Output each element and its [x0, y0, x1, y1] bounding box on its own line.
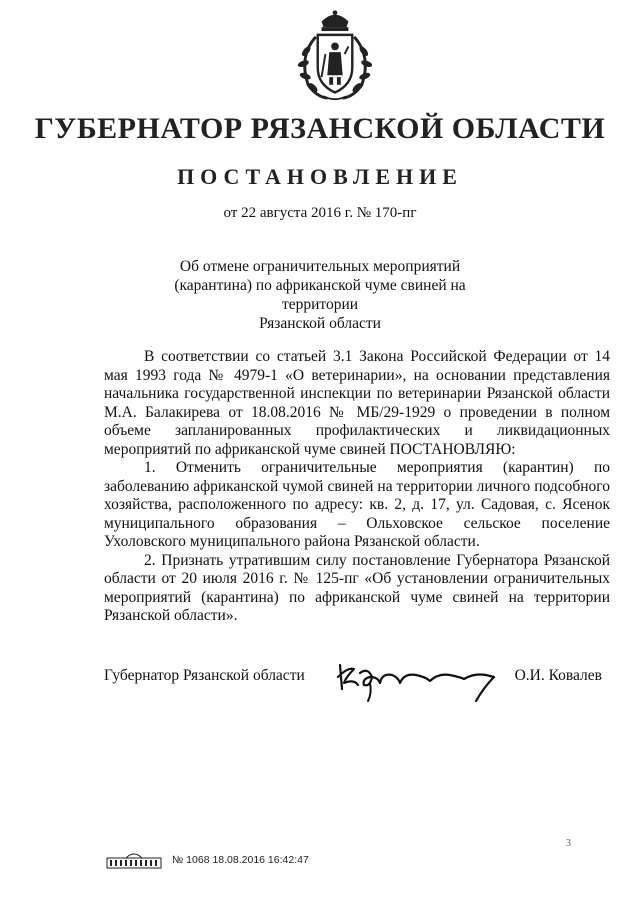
handwritten-signature — [334, 655, 504, 703]
registry-footer — [106, 850, 406, 870]
document-subject — [150, 257, 490, 333]
signature-block — [104, 655, 610, 705]
scan-mark: 3 — [566, 838, 571, 849]
document-date-number: от 22 августа 2016 г. № 170-пг — [223, 205, 417, 221]
signatory-title: Губернатор Рязанской области — [104, 667, 305, 684]
resolution-item-1: 1. Отменить ограничительные мероприятия (карантин) по заболеванию африканской чумой свиней на территории личного подсобного хозяйства, расположенного по адресу: кв. 2, д. 17, ул. Садовая, с. Ясенок муниципального образования – Ольховское сельское поселение Ухоловского муниципального района Рязанской области. — [104, 459, 610, 550]
subject-line: Рязанской области — [259, 315, 381, 332]
resolution-item-2: 2. Признать утратившим силу постановление Губернатора Рязанской области от 20 июля 2016 г. № 125-пг «Об установлении ограничительных мероприятий (карантина) по африканской чуме свиней на территории Рязанской области». — [104, 551, 610, 624]
coat-of-arms-icon — [287, 8, 383, 104]
preamble-paragraph: В соответствии со статьей 3.1 Закона Российской Федерации от 14 мая 1993 года № 4979-1 «О ветеринарии», на основании представления начальника государственной инспекции по ветеринарии Рязанской области М.А. Балакирева от 18.08.2016 № МБ/29-1929 о проведении в полном объеме запланированных профилактических и ликвидационных мероприятий по африканской чуме свиней ПОСТАНОВЛЯЮ: — [104, 348, 610, 458]
subject-line: (карантина) по африканской чуме свиней на территории — [174, 277, 466, 313]
government-building-icon — [106, 850, 162, 870]
subject-line: Об отмене ограничительных мероприятий — [179, 258, 461, 275]
document-type: ПОСТАНОВЛЕНИЕ — [177, 164, 463, 189]
registry-stamp: № 1068 18.08.2016 16:42:47 — [172, 854, 309, 866]
issuing-authority: ГУБЕРНАТОР РЯЗАНСКОЙ ОБЛАСТИ — [34, 112, 606, 145]
signatory-name: О.И. Ковалев — [514, 667, 602, 684]
document-body — [104, 348, 610, 626]
